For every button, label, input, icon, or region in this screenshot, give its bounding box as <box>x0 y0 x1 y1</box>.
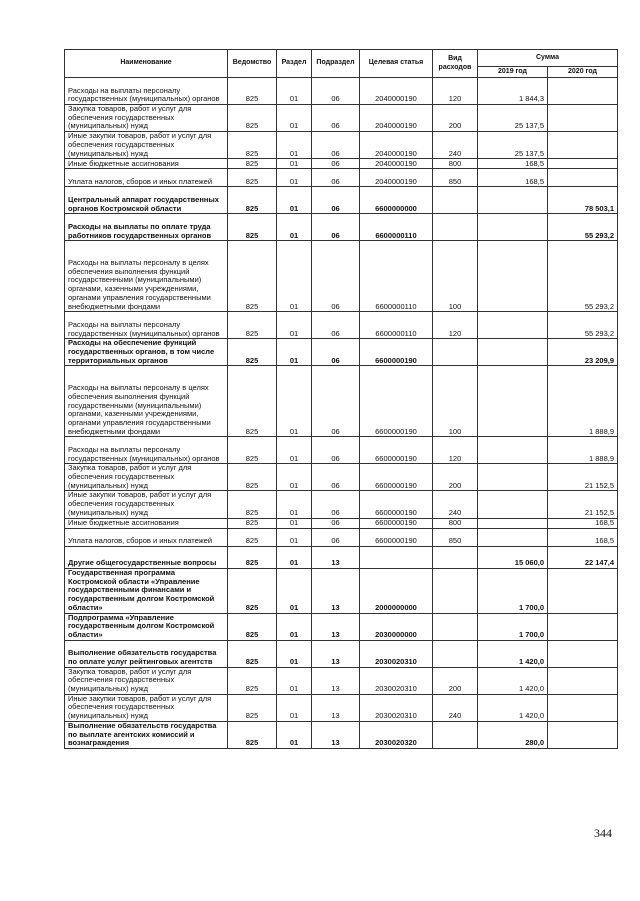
cell-2019 <box>478 312 548 339</box>
cell-section: 01 <box>277 437 312 464</box>
cell-2019 <box>478 241 548 312</box>
cell-type: 800 <box>433 518 478 528</box>
cell-2020 <box>548 721 618 748</box>
cell-section: 01 <box>277 568 312 613</box>
cell-2020: 55 293,2 <box>548 312 618 339</box>
cell-type: 120 <box>433 78 478 105</box>
cell-2019: 168,5 <box>478 159 548 169</box>
table-row <box>65 214 618 241</box>
cell-section: 01 <box>277 214 312 241</box>
cell-section: 01 <box>277 546 312 568</box>
cell-2020: 21 152,5 <box>548 464 618 491</box>
table-row <box>65 694 618 721</box>
table-row <box>65 491 618 518</box>
cell-target: 6600000110 <box>360 312 433 339</box>
cell-2019: 168,5 <box>478 169 548 187</box>
cell-2020: 22 147,4 <box>548 546 618 568</box>
cell-dept: 825 <box>228 214 277 241</box>
cell-subsection: 06 <box>312 132 360 159</box>
cell-type <box>433 546 478 568</box>
cell-type: 120 <box>433 312 478 339</box>
cell-dept: 825 <box>228 694 277 721</box>
cell-target: 2030020310 <box>360 640 433 667</box>
cell-2020: 23 209,9 <box>548 339 618 366</box>
cell-name: Уплата налогов, сборов и иных платежей <box>65 169 228 187</box>
cell-type: 850 <box>433 528 478 546</box>
cell-2020: 1 888,9 <box>548 366 618 437</box>
cell-type <box>433 214 478 241</box>
table-row <box>65 312 618 339</box>
cell-section: 01 <box>277 491 312 518</box>
header-sum: Сумма <box>478 50 618 67</box>
cell-2020 <box>548 694 618 721</box>
cell-2020: 21 152,5 <box>548 491 618 518</box>
cell-subsection: 06 <box>312 437 360 464</box>
cell-2019: 25 137,5 <box>478 105 548 132</box>
cell-2019 <box>478 491 548 518</box>
cell-dept: 825 <box>228 159 277 169</box>
cell-dept: 825 <box>228 132 277 159</box>
table-row <box>65 241 618 312</box>
cell-dept: 825 <box>228 78 277 105</box>
table-row <box>65 366 618 437</box>
cell-section: 01 <box>277 518 312 528</box>
cell-name: Закупка товаров, работ и услуг для обеспечения государственных (муниципальных) нужд <box>65 464 228 491</box>
cell-section: 01 <box>277 667 312 694</box>
header-type: Вид расходов <box>433 50 478 78</box>
cell-section: 01 <box>277 528 312 546</box>
header-name: Наименование <box>65 50 228 78</box>
cell-dept: 825 <box>228 528 277 546</box>
cell-2019 <box>478 518 548 528</box>
cell-dept: 825 <box>228 464 277 491</box>
cell-target: 2040000190 <box>360 132 433 159</box>
cell-dept: 825 <box>228 437 277 464</box>
cell-name: Подпрограмма «Управление государственным долгом Костромской области» <box>65 613 228 640</box>
cell-subsection: 13 <box>312 640 360 667</box>
header-subsection: Подраздел <box>312 50 360 78</box>
cell-target: 6600000190 <box>360 437 433 464</box>
cell-section: 01 <box>277 78 312 105</box>
cell-2020 <box>548 159 618 169</box>
cell-dept: 825 <box>228 667 277 694</box>
table-row <box>65 528 618 546</box>
cell-subsection: 06 <box>312 518 360 528</box>
cell-2020 <box>548 640 618 667</box>
cell-2020: 55 293,2 <box>548 214 618 241</box>
cell-subsection: 06 <box>312 214 360 241</box>
cell-name: Иные закупки товаров, работ и услуг для обеспечения государственных (муниципальных) нужд <box>65 694 228 721</box>
cell-target: 2030000000 <box>360 613 433 640</box>
cell-2020 <box>548 667 618 694</box>
cell-type: 200 <box>433 667 478 694</box>
cell-dept: 825 <box>228 491 277 518</box>
cell-dept: 825 <box>228 312 277 339</box>
cell-dept: 825 <box>228 721 277 748</box>
cell-2020 <box>548 132 618 159</box>
cell-dept: 825 <box>228 546 277 568</box>
cell-name: Иные закупки товаров, работ и услуг для обеспечения государственных (муниципальных) нужд <box>65 491 228 518</box>
cell-2020 <box>548 169 618 187</box>
cell-2019: 280,0 <box>478 721 548 748</box>
cell-subsection: 06 <box>312 528 360 546</box>
cell-name: Расходы на выплаты персоналу государственных (муниципальных) органов <box>65 312 228 339</box>
cell-type: 200 <box>433 464 478 491</box>
cell-subsection: 06 <box>312 187 360 214</box>
cell-dept: 825 <box>228 339 277 366</box>
cell-subsection: 06 <box>312 366 360 437</box>
cell-target: 2040000190 <box>360 169 433 187</box>
cell-type: 100 <box>433 241 478 312</box>
table-row <box>65 132 618 159</box>
cell-2019 <box>478 528 548 546</box>
cell-type: 240 <box>433 132 478 159</box>
cell-2019: 1 420,0 <box>478 640 548 667</box>
cell-name: Иные закупки товаров, работ и услуг для обеспечения государственных (муниципальных) нужд <box>65 132 228 159</box>
cell-subsection: 06 <box>312 169 360 187</box>
cell-subsection: 06 <box>312 339 360 366</box>
cell-target: 6600000190 <box>360 464 433 491</box>
cell-name: Расходы на выплаты персоналу в целях обеспечения выполнения функций государственными (муниципальными) органами, казенными учреждениями, органами управления государственными внебюджетными фондами <box>65 241 228 312</box>
cell-target: 6600000190 <box>360 366 433 437</box>
cell-type <box>433 613 478 640</box>
cell-2019 <box>478 339 548 366</box>
table-row <box>65 518 618 528</box>
cell-name: Расходы на выплаты по оплате труда работников государственных органов <box>65 214 228 241</box>
cell-target: 6600000000 <box>360 187 433 214</box>
table-row <box>65 546 618 568</box>
cell-section: 01 <box>277 187 312 214</box>
cell-target: 6600000190 <box>360 339 433 366</box>
cell-subsection: 13 <box>312 721 360 748</box>
cell-type: 240 <box>433 491 478 518</box>
cell-dept: 825 <box>228 640 277 667</box>
table-row <box>65 640 618 667</box>
cell-2020: 55 293,2 <box>548 241 618 312</box>
cell-2020: 1 888,9 <box>548 437 618 464</box>
cell-2019 <box>478 437 548 464</box>
cell-target <box>360 546 433 568</box>
table-row <box>65 464 618 491</box>
table-row <box>65 159 618 169</box>
cell-dept: 825 <box>228 169 277 187</box>
cell-target: 6600000190 <box>360 491 433 518</box>
cell-target: 6600000110 <box>360 241 433 312</box>
cell-section: 01 <box>277 105 312 132</box>
cell-2019: 1 700,0 <box>478 568 548 613</box>
cell-subsection: 13 <box>312 667 360 694</box>
cell-target: 2030020310 <box>360 667 433 694</box>
cell-type: 100 <box>433 366 478 437</box>
cell-2020: 168,5 <box>548 518 618 528</box>
cell-type: 240 <box>433 694 478 721</box>
cell-name: Государственная программа Костромской области «Управление государственными финансами и государственным долгом Костромской области» <box>65 568 228 613</box>
cell-section: 01 <box>277 241 312 312</box>
header-section: Раздел <box>277 50 312 78</box>
cell-name: Расходы на выплаты персоналу государственных (муниципальных) органов <box>65 78 228 105</box>
cell-type <box>433 721 478 748</box>
cell-type: 850 <box>433 169 478 187</box>
cell-target: 2030020320 <box>360 721 433 748</box>
cell-target: 6600000190 <box>360 518 433 528</box>
cell-name: Центральный аппарат государственных органов Костромской области <box>65 187 228 214</box>
cell-2019: 1 844,3 <box>478 78 548 105</box>
cell-target: 2040000190 <box>360 159 433 169</box>
cell-2019: 15 060,0 <box>478 546 548 568</box>
cell-section: 01 <box>277 366 312 437</box>
header-target: Целевая статья <box>360 50 433 78</box>
cell-section: 01 <box>277 339 312 366</box>
cell-target: 2040000190 <box>360 78 433 105</box>
cell-2020 <box>548 78 618 105</box>
cell-section: 01 <box>277 312 312 339</box>
cell-name: Расходы на выплаты персоналу в целях обеспечения выполнения функций государственными (муниципальными) органами, казенными учреждениями, органами управления государственными внебюджетными фондами <box>65 366 228 437</box>
cell-name: Выполнение обязательств государства по оплате услуг рейтинговых агентств <box>65 640 228 667</box>
table-row <box>65 568 618 613</box>
cell-2020: 78 503,1 <box>548 187 618 214</box>
cell-type <box>433 640 478 667</box>
cell-subsection: 06 <box>312 159 360 169</box>
cell-target: 2040000190 <box>360 105 433 132</box>
cell-2020 <box>548 568 618 613</box>
table-row <box>65 721 618 748</box>
cell-dept: 825 <box>228 366 277 437</box>
table-row <box>65 78 618 105</box>
cell-dept: 825 <box>228 187 277 214</box>
cell-dept: 825 <box>228 518 277 528</box>
cell-name: Закупка товаров, работ и услуг для обеспечения государственных (муниципальных) нужд <box>65 667 228 694</box>
cell-2019: 1 420,0 <box>478 694 548 721</box>
cell-2019: 1 700,0 <box>478 613 548 640</box>
cell-name: Расходы на обеспечение функций государственных органов, в том числе территориальных органов <box>65 339 228 366</box>
cell-section: 01 <box>277 159 312 169</box>
cell-subsection: 13 <box>312 568 360 613</box>
cell-target: 2030020310 <box>360 694 433 721</box>
cell-2019 <box>478 214 548 241</box>
cell-2020 <box>548 105 618 132</box>
cell-subsection: 13 <box>312 613 360 640</box>
cell-type <box>433 568 478 613</box>
table-row <box>65 187 618 214</box>
cell-2019: 25 137,5 <box>478 132 548 159</box>
cell-name: Другие общегосударственные вопросы <box>65 546 228 568</box>
cell-subsection: 06 <box>312 241 360 312</box>
budget-table <box>64 49 618 749</box>
cell-section: 01 <box>277 694 312 721</box>
cell-subsection: 13 <box>312 694 360 721</box>
header-2019: 2019 год <box>478 67 548 78</box>
cell-2019 <box>478 366 548 437</box>
cell-2020: 168,5 <box>548 528 618 546</box>
cell-target: 6600000110 <box>360 214 433 241</box>
cell-2019 <box>478 464 548 491</box>
cell-name: Иные бюджетные ассигнования <box>65 159 228 169</box>
cell-subsection: 06 <box>312 312 360 339</box>
cell-name: Иные бюджетные ассигнования <box>65 518 228 528</box>
cell-2019 <box>478 187 548 214</box>
table-row <box>65 613 618 640</box>
cell-type <box>433 187 478 214</box>
table-row <box>65 437 618 464</box>
table-row <box>65 667 618 694</box>
cell-target: 6600000190 <box>360 528 433 546</box>
cell-name: Выполнение обязательств государства по выплате агентских комиссий и вознаграждения <box>65 721 228 748</box>
cell-section: 01 <box>277 640 312 667</box>
cell-dept: 825 <box>228 241 277 312</box>
cell-dept: 825 <box>228 105 277 132</box>
cell-2020 <box>548 613 618 640</box>
cell-type: 120 <box>433 437 478 464</box>
cell-dept: 825 <box>228 613 277 640</box>
cell-type: 200 <box>433 105 478 132</box>
header-2020: 2020 год <box>548 67 618 78</box>
page-number: 344 <box>594 826 612 840</box>
cell-subsection: 06 <box>312 78 360 105</box>
cell-dept: 825 <box>228 568 277 613</box>
cell-subsection: 13 <box>312 546 360 568</box>
cell-section: 01 <box>277 132 312 159</box>
table-row <box>65 169 618 187</box>
cell-section: 01 <box>277 721 312 748</box>
cell-section: 01 <box>277 613 312 640</box>
cell-2019: 1 420,0 <box>478 667 548 694</box>
cell-type: 800 <box>433 159 478 169</box>
cell-subsection: 06 <box>312 105 360 132</box>
cell-target: 2000000000 <box>360 568 433 613</box>
cell-section: 01 <box>277 464 312 491</box>
cell-name: Закупка товаров, работ и услуг для обеспечения государственных (муниципальных) нужд <box>65 105 228 132</box>
cell-subsection: 06 <box>312 464 360 491</box>
cell-name: Расходы на выплаты персоналу государственных (муниципальных) органов <box>65 437 228 464</box>
header-dept: Ведомство <box>228 50 277 78</box>
cell-section: 01 <box>277 169 312 187</box>
cell-subsection: 06 <box>312 491 360 518</box>
table-row <box>65 105 618 132</box>
table-row <box>65 339 618 366</box>
cell-type <box>433 339 478 366</box>
cell-name: Уплата налогов, сборов и иных платежей <box>65 528 228 546</box>
table-body <box>65 78 618 749</box>
